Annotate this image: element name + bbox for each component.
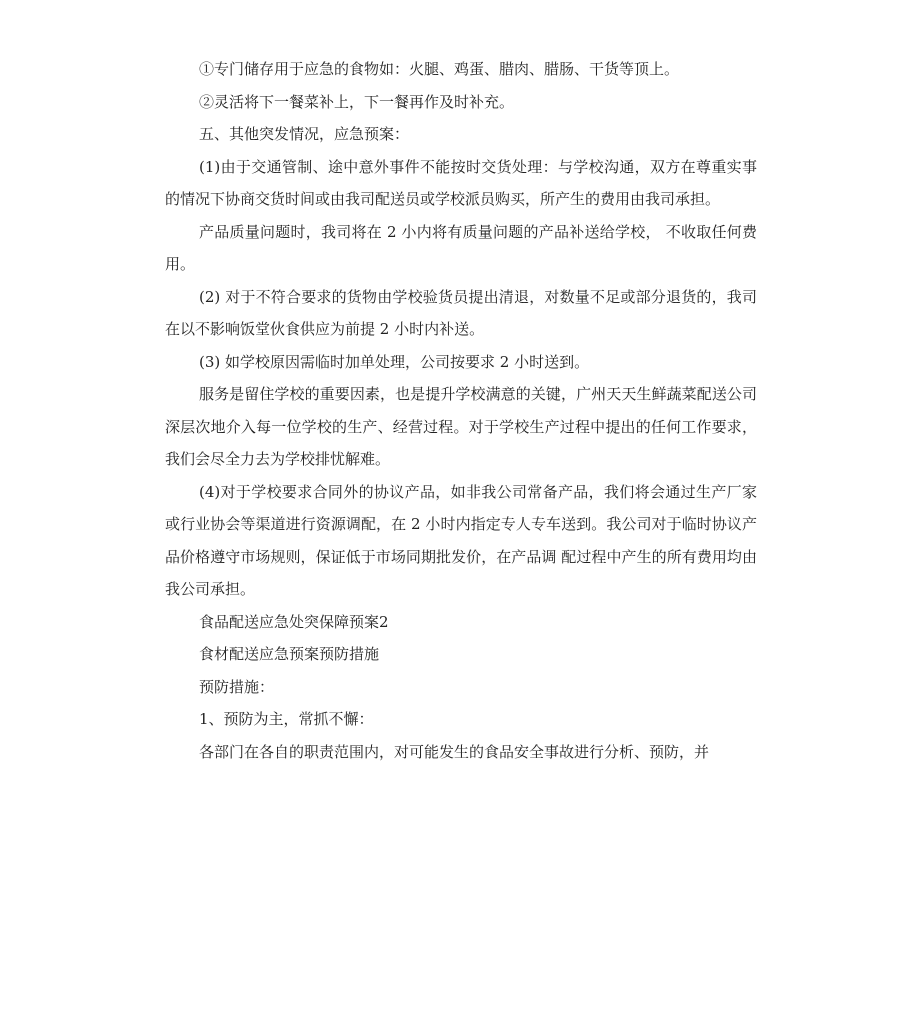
paragraph-nonconforming-goods: (2) 对于不符合要求的货物由学校验货员提出清退，对数量不足或部分退货的，我司在以不影响饭堂伙食供应为前提 2 小时内补送。 bbox=[165, 287, 757, 338]
heading-prevention-measures-title: 食材配送应急预案预防措施 bbox=[199, 645, 380, 663]
heading-prevention-first: 1、预防为主，常抓不懈： bbox=[199, 710, 374, 728]
paragraph-agreement-products: (4)对于学校要求合同外的协议产品，如非我公司常备产品，我们将会通过生产厂家或行业协会等渠道进行资源调配，在 2 小时内指定专人专车送到。我公司对于临时协议产品价格遵守市场规则，保证低于市场同期批发价，在产品调 配过程中产生的所有费用均由我公司承担。 bbox=[165, 482, 757, 598]
section-heading-other-emergencies: 五、其他突发情况，应急预案： bbox=[199, 125, 410, 143]
paragraph-replace-next-meal: ②灵活将下一餐菜补上，下一餐再作及时补充。 bbox=[199, 92, 515, 111]
paragraph-service-importance: 服务是留住学校的重要因素，也是提升学校满意的关键，广州天天生鲜蔬菜配送公司深层次地介入每一位学校的生产、经营过程。对于学校生产过程中提出的任何工作要求，我们会尽全力去为学校排忧解难。 bbox=[165, 385, 757, 468]
paragraph-traffic-control: (1)由于交通管制、途中意外事件不能按时交货处理：与学校沟通，双方在尊重实事的情况下协商交货时间或由我司配送员或学校派员购买，所产生的费用由我司承担。 bbox=[165, 157, 757, 208]
paragraph-department-duties: 各部门在各自的职责范围内，对可能发生的食品安全事故进行分析、预防，并 bbox=[199, 742, 710, 761]
heading-plan-2: 食品配送应急处突保障预案2 bbox=[199, 612, 389, 631]
paragraph-temporary-orders: (3) 如学校原因需临时加单处理，公司按要求 2 小时送到。 bbox=[199, 352, 590, 371]
paragraph-quality-issues: 产品质量问题时，我司将在 2 小内将有质量问题的产品补送给学校， 不收取任何费用。 bbox=[165, 222, 757, 273]
paragraph-emergency-food-storage: ①专门储存用于应急的食物如：火腿、鸡蛋、腊肉、腊肠、干货等顶上。 bbox=[199, 60, 680, 78]
document-body bbox=[165, 53, 757, 768]
heading-prevention-measures: 预防措施： bbox=[199, 677, 275, 696]
